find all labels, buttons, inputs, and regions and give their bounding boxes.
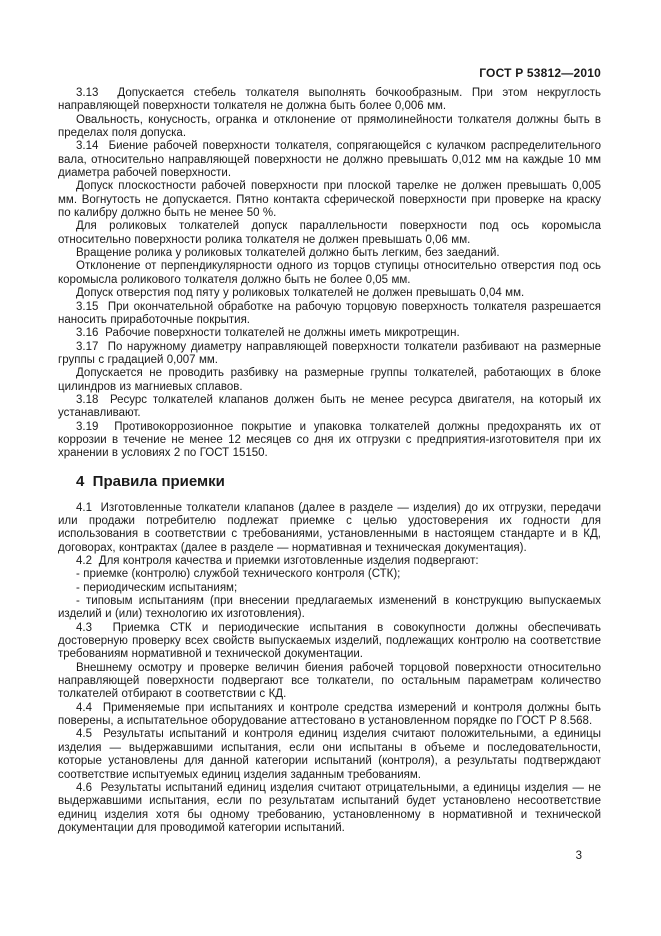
page-number: 3 <box>575 850 582 862</box>
paragraph-3-19: 3.19 Противокоррозионное покрытие и упаковка толкателей должны предохранять их от коррозии в течение не менее 12 месяцев со дня их отгрузки с предприятия-изготовителя при их хранении в условиях 2 по ГОСТ 15150. <box>58 420 601 460</box>
paragraph-3-14-perpendicularity: Отклонение от перпендикулярности одного из торцов ступицы относительно отверстия под ось коромысла роликового толкателя должно быть не более 0,05 мм. <box>58 260 601 286</box>
paragraph-4-5: 4.5 Результаты испытаний и контроля единиц изделия считают положительными, а единицы изделия — выдержавшими испытания, если они испытаны в объеме и последовательности, которые установлены для данной категории испытаний (контроля), а результаты подтверждают соответствие испытуемых единиц изделия заданным требованиям. <box>58 728 601 781</box>
paragraph-3-17: 3.17 По наружному диаметру направляющей поверхности толкатели разбивают на размерные группы с градацией 0,007 мм. <box>58 340 601 366</box>
list-item-type-tests: - типовым испытаниям (при внесении предлагаемых изменений в конструкцию выпускаемых изделий и (или) технологию их изготовления). <box>58 595 601 621</box>
paragraph-4-3: 4.3 Приемка СТК и периодические испытания в совокупности должны обеспечивать достоверную проверку всех свойств выпускаемых изделий, подлежащих контролю на соответствие требованиям нормативной и технической документации. <box>58 621 601 661</box>
paragraph-3-13: 3.13 Допускается стебель толкателя выполнять бочкообразным. При этом некруглость направляющей поверхности толкателя не должна быть более 0,006 мм. <box>58 87 601 113</box>
paragraph-4-2: 4.2 Для контроля качества и приемки изготовленные изделия подвергают: <box>76 555 479 567</box>
paragraph-3-15: 3.15 При окончательной обработке на рабочую торцовую поверхность толкателя разрешается наносить приработочные покрытия. <box>58 300 601 326</box>
paragraph-4-1: 4.1 Изготовленные толкатели клапанов (далее в разделе — изделия) до их отгрузки, передачи или продажи потребителю подлежат приемке с целью удостоверения их годности для использования в соответствии с требованиями, установленными в настоящем стандарте и в КД, договорах, контрактах (далее в разделе — нормативная и техническая документация). <box>58 501 601 554</box>
paragraph-4-6: 4.6 Результаты испытаний единиц изделия считают отрицательными, а единицы изделия — не выдержавшими испытания, если по результатам испытаний будет установлено несоответствие единиц изделия хотя бы одному требованию, установленному в нормативной и технической документации для проводимой категории испытаний. <box>58 781 601 834</box>
paragraph-4-3-inspection: Внешнему осмотру и проверке величин биения рабочей торцовой поверхности относительно направляющей поверхности подвергают все толкатели, по остальным параметрам количество толкателей отбирают в соответствии с КД. <box>58 661 601 701</box>
paragraph-4-4: 4.4 Применяемые при испытаниях и контроле средства измерений и контроля должны быть поверены, а испытательное оборудование аттестовано в установленном порядке по ГОСТ Р 8.568. <box>58 701 601 728</box>
paragraph-3-13-note: Овальность, конусность, огранка и отклонение от прямолинейности толкателя должны быть в пределах поля допуска. <box>58 113 601 140</box>
list-item-stk: - приемке (контролю) службой технического контроля (СТК); <box>76 568 401 581</box>
paragraph-3-18: 3.18 Ресурс толкателей клапанов должен быть не менее ресурса двигателя, на который их устанавливают. <box>58 393 601 420</box>
paragraph-3-14-bore-tolerance: Допуск отверстия под пяту у роликовых толкателей не должен превышать 0,04 мм. <box>76 287 525 300</box>
running-header: ГОСТ Р 53812—2010 <box>479 66 601 80</box>
paragraph-3-14-roller-parallel: Для роликовых толкателей допуск параллельности поверхности под ось коромысла относительно поверхности ролика толкателя не должен превышать 0,06 мм. <box>58 220 601 246</box>
list-item-periodic: - периодическим испытаниям; <box>76 581 238 594</box>
page-content <box>58 87 601 835</box>
paragraph-3-14-flatness: Допуск плоскостности рабочей поверхности при плоской тарелке не должен превышать 0,005 мм. Вогнутость не допускается. Пятно контакта сферической поверхности при проверке на краску по калибру должно быть не менее 50 %. <box>58 180 601 220</box>
paragraph-3-17-note: Допускается не проводить разбивку на размерные группы толкателей, работающих в блоке цилиндров из магниевых сплавов. <box>58 367 601 393</box>
section-4-heading: 4 Правила приемки <box>76 472 225 490</box>
paragraph-3-14-roller-rotation: Вращение ролика у роликовых толкателей должно быть легким, без заеданий. <box>76 247 500 260</box>
paragraph-3-14: 3.14 Биение рабочей поверхности толкателя, сопрягающейся с кулачком распределительного вала, относительно направляющей поверхности не должно превышать 0,012 мм на каждые 10 мм диаметра рабочей поверхности. <box>58 140 601 180</box>
paragraph-3-16: 3.16 Рабочие поверхности толкателей не должны иметь микротрещин. <box>76 327 460 340</box>
